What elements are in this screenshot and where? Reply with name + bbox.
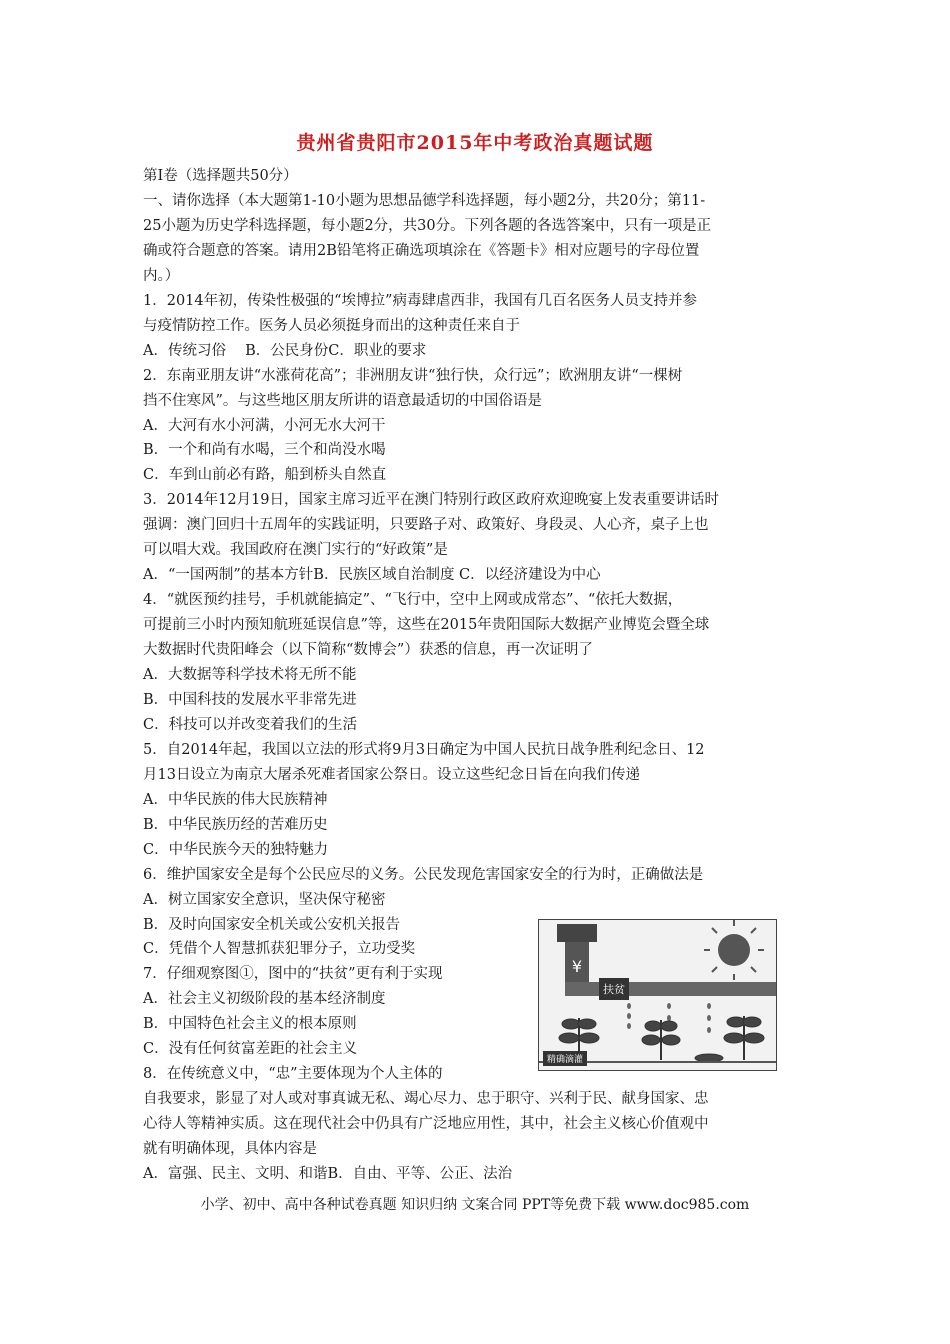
text-line: 1．2014年初，传染性极强的“埃博拉”病毒肆虐西非，我国有几百名医务人员支持并参	[143, 292, 697, 309]
text-line: 与疫情防控工作。医务人员必须挺身而出的这种责任来自于	[143, 317, 520, 334]
cartoon-figure	[538, 919, 777, 1071]
text-line: 强调：澳门回归十五周年的实践证明，只要路子对、政策好、身段灵、人心齐，桌子上也	[143, 517, 709, 534]
text-line: B．中国特色社会主义的根本原则	[143, 1016, 357, 1033]
text-line: C．科技可以并改变着我们的生活	[143, 716, 358, 733]
text-line: A．社会主义初级阶段的基本经济制度	[143, 991, 386, 1008]
text-line: 月13日设立为南京大屠杀死难者国家公祭日。设立这些纪念日旨在向我们传递	[143, 766, 640, 783]
text-line: 第Ⅰ卷（选择题共50分）	[143, 168, 298, 184]
text-line: 7．仔细观察图①，图中的“扶贫”更有利于实现	[143, 966, 443, 983]
text-line: 25小题为历史学科选择题，每小题2分，共30分。下列各题的各选答案中，只有一项是正	[143, 217, 712, 234]
yuan-symbol: ¥	[571, 957, 583, 976]
page-footer: 小学、初中、高中各种试卷真题 知识归纳 文案合同 PPT等免费下载 www.doc985.com	[200, 1197, 750, 1213]
text-line: 一、请你选择（本大题第1-10小题为思想品德学科选择题，每小题2分，共20分；第11-	[143, 192, 706, 209]
text-line: 可提前三小时内预知航班延误信息”等，这些在2015年贵阳国际大数据产业博览会暨全球	[143, 617, 710, 634]
sun-icon	[704, 920, 764, 980]
text-line: 自我要求，影显了对人或对事真诚无私、竭心尽力、忠于职守、兴利于民、献身国家、忠	[143, 1091, 709, 1108]
text-line: 内。）	[143, 267, 180, 284]
text-line: C．凭借个人智慧抓获犯罪分子，立功受奖	[143, 941, 416, 958]
text-line: 确或符合题意的答案。请用2B铅笔将正确选项填涂在《答题卡》相对应题号的字母位置	[143, 242, 700, 259]
text-line: 2．东南亚朋友讲“水涨荷花高”；非洲朋友讲“独行快，众行远”；欧洲朋友讲“一棵树	[143, 367, 683, 384]
pipe-label: 扶贫	[603, 983, 625, 996]
text-line: B．中华民族历经的苦难历史	[143, 816, 328, 833]
figure-caption: 精确滴灌	[543, 1051, 587, 1066]
text-line: A．“一国两制”的基本方针B．民族区域自治制度 C．以经济建设为中心	[143, 567, 601, 584]
text-line: A．富强、民主、文明、和谐B．自由、平等、公正、法治	[143, 1166, 513, 1182]
text-line: C．没有任何贫富差距的社会主义	[143, 1041, 358, 1058]
text-line: A．中华民族的伟大民族精神	[143, 791, 328, 808]
text-line: A．树立国家安全意识，坚决保守秘密	[143, 891, 386, 908]
plant-shapes	[559, 1016, 764, 1062]
pipe-shape	[565, 982, 776, 996]
page-title: 贵州省贵阳市2015年中考政治真题试题	[296, 132, 654, 154]
text-line: B．中国科技的发展水平非常先进	[143, 691, 357, 708]
text-line: 大数据时代贵阳峰会（以下简称“数博会”）获悉的信息，再一次证明了	[143, 642, 593, 659]
text-line: 心待人等精神实质。这在现代社会中仍具有广泛地应用性，其中，社会主义核心价值观中	[143, 1116, 709, 1133]
text-line: B．及时向国家安全机关或公安机关报告	[143, 916, 401, 933]
text-line: B．一个和尚有水喝，三个和尚没水喝	[143, 442, 386, 459]
text-line: A．大数据等科学技术将无所不能	[143, 667, 357, 683]
text-line: 就有明确体现，具体内容是	[143, 1141, 317, 1158]
text-line: 可以唱大戏。我国政府在澳门实行的“好政策”是	[143, 542, 448, 559]
text-line: 挡不住寒风”。与这些地区朋友所讲的语意最适切的中国俗语是	[143, 392, 542, 409]
text-line: 8．在传统意义中，“忠”主要体现为个人主体的	[143, 1066, 443, 1083]
text-line: A．传统习俗 B．公民身份C．职业的要求	[143, 342, 427, 359]
text-line: 6．维护国家安全是每个公民应尽的义务。公民发现危害国家安全的行为时，正确做法是	[143, 866, 704, 883]
text-line: C．中华民族今天的独特魅力	[143, 841, 329, 858]
text-line: A．大河有水小河满，小河无水大河干	[143, 417, 386, 434]
hand-shape	[557, 924, 597, 942]
text-line: 4．“就医预约挂号，手机就能搞定”、“飞行中，空中上网或成常态”、“依托大数据，	[143, 592, 683, 609]
text-line: C．车到山前必有路，船到桥头自然直	[143, 467, 387, 484]
text-line: 3．2014年12月19日，国家主席习近平在澳门特别行政区政府欢迎晚宴上发表重要讲话时	[143, 492, 720, 509]
cartoon-drawing	[539, 920, 776, 1070]
text-line: 5．自2014年起，我国以立法的形式将9月3日确定为中国人民抗日战争胜利纪念日、12	[143, 741, 705, 758]
